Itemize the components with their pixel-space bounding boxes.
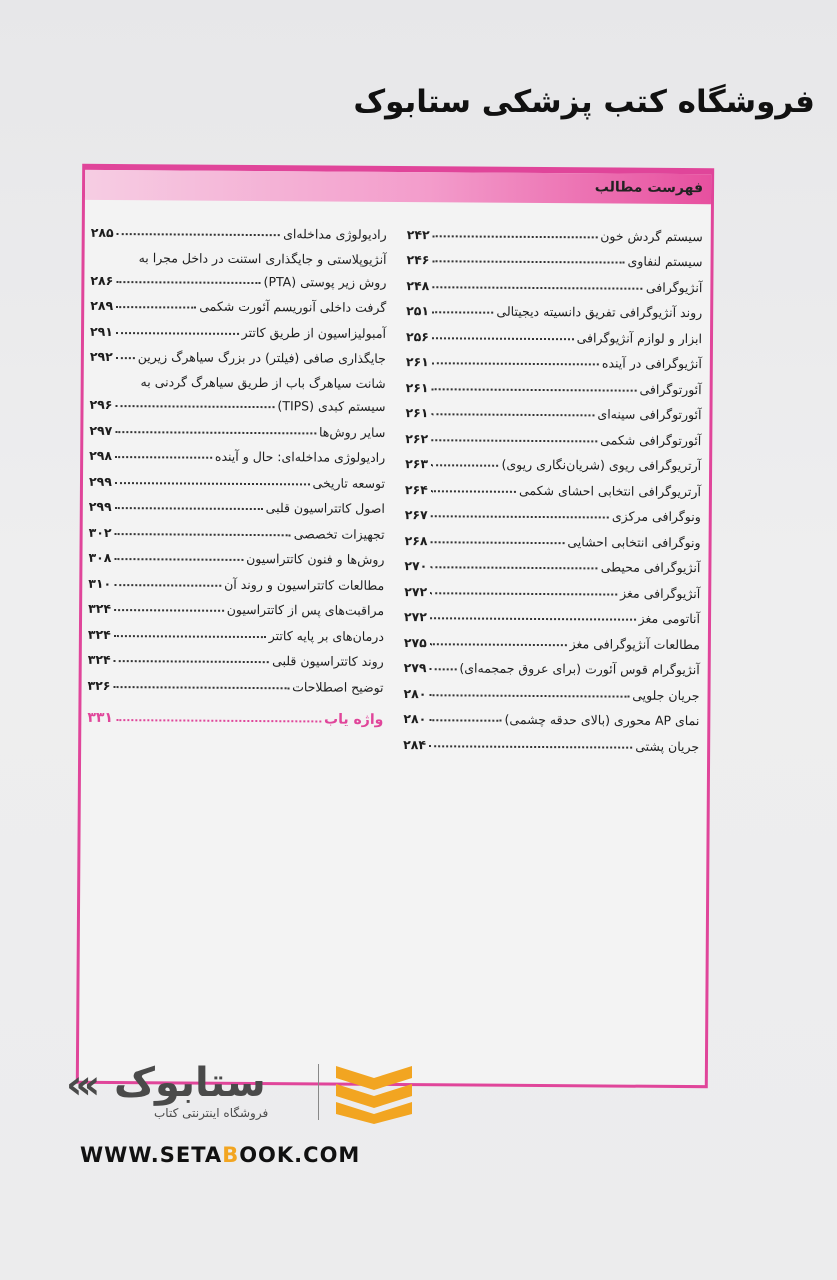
dot-leader [431,515,609,518]
toc-entry-page: ۳۲۶ [87,677,111,693]
toc-entry-title: سیستم گردش خون [600,227,703,244]
dot-leader [432,311,493,313]
index-entry-page: ۳۳۱ [87,709,114,727]
dot-leader [115,533,291,536]
toc-entry-title: رادیولوژی مداخله‌ای [283,225,387,242]
website-url[interactable] [80,1143,360,1167]
toc-entry-title: گرفت داخلی آنوریسم آئورت شکمی [199,298,387,315]
dot-leader [115,431,316,434]
toc-entry-page: ۲۹۱ [90,323,113,339]
toc-entry-title: آمبولیزاسیون از طریق کاتتر [241,324,387,341]
toc-entry-title: جریان جلویی [632,687,700,703]
toc-entry-page: ۲۵۶ [405,328,429,344]
setabook-logo [66,1058,366,1128]
toc-entry-page: ۲۶۴ [404,481,428,497]
toc-entry-title: آرتریوگرافی ریوی (شریان‌نگاری ریوی) [501,456,702,474]
toc-entry-title: آنژیوگرافی در آینده [601,355,702,372]
toc-entry [89,437,385,465]
toc-entry [404,548,700,576]
dot-leader [114,584,221,587]
toc-entry-page: ۲۷۵ [403,634,427,650]
toc-entry-page: ۲۷۲ [404,609,428,625]
book-stack-icon [334,1064,414,1124]
toc-entry-page: ۲۵۱ [406,303,430,319]
toc-entry-title: مطالعات کاتتراسیون و روند آن [224,576,385,593]
toc-entry [403,675,699,703]
toc-entry-page: ۲۷۹ [403,660,427,676]
toc-entry-title: توسعه تاریخی [312,474,386,491]
toc-entry [404,624,700,652]
toc-entry [404,573,700,601]
toc-entry [89,364,385,414]
toc-entry-title: ونوگرافی انتخابی احشایی [567,533,701,550]
toc-entry-title-line1: شانت سیاهرگ باب از طریق سیاهرگ گردنی به [140,374,386,391]
toc-entry [90,287,386,315]
toc-entry [405,497,701,525]
toc-entry-page: ۲۶۳ [405,456,429,472]
toc-entry [406,344,702,372]
dot-leader [116,306,196,309]
toc-entry-page: ۲۶۱ [405,379,429,395]
toc-entry-page: ۳۲۴ [87,626,111,642]
url-suffix: OOK.COM [239,1143,361,1167]
toc-entry [405,395,701,423]
toc-entry-title: آئورتوگرافی شکمی [600,431,702,448]
url-accent-letter: B [222,1143,240,1167]
dot-leader [431,490,516,493]
toc-index-entry [87,700,383,728]
toc-entry [406,293,702,321]
dot-leader [115,507,263,510]
dot-leader [430,617,636,620]
toc-entry-page: ۲۶۱ [405,354,429,370]
logo-subtitle: فروشگاه اینترنتی کتاب [154,1106,269,1120]
dot-leader [431,464,499,466]
toc-entry-title: آنژیوگرافی مغز [620,585,701,601]
toc-entry [88,616,384,644]
toc-entry-title: درمان‌های بر پایه کاتتر [268,627,384,644]
toc-entry [404,650,700,678]
toc-entry [406,318,702,346]
toc-entry-title: روند کاتتراسیون قلبی [272,653,384,669]
toc-entry-title: آئورتوگرافی سینه‌ای [597,406,702,423]
toc-entry-page: ۲۸۰ [403,685,427,701]
dot-leader [431,439,597,442]
toc-entry-page: ۲۸۶ [90,272,114,288]
toc-entry-page: ۲۹۷ [89,422,113,438]
dot-leader [430,668,457,670]
toc-entry [88,667,384,695]
toc-right-column [403,216,703,754]
dot-leader [430,643,567,646]
toc-header-bar [85,170,711,204]
chevrons-icon: «‹ [66,1062,93,1108]
dot-leader [432,337,574,340]
dot-leader [430,566,597,569]
url-prefix: WWW.SETA [80,1143,223,1167]
toc-entry-title: روند آنژیوگرافی تفریق دانسیته دیجیتالی [496,303,703,321]
dot-leader [115,456,212,459]
toc-entry-page: ۳۱۰ [88,575,112,591]
dot-leader [114,660,269,663]
dot-leader [429,694,629,697]
toc-entry [407,242,703,270]
dot-leader [117,233,280,236]
toc-entry [405,446,701,474]
logo-wordmark: ستابوک [114,1060,266,1106]
dot-leader [432,286,643,289]
dot-leader [430,592,617,595]
toc-entry [403,726,699,754]
toc-entry-title-line1: آنژیوپلاستی و جایگذاری استنت در داخل مجرا به [138,249,387,267]
toc-entry [91,214,387,242]
toc-entry [406,267,702,295]
toc-left-column [87,214,387,728]
toc-entry-title: تجهیزات تخصصی [293,525,385,542]
dot-leader [116,719,321,722]
toc-entry-title: آنژیوگرافی [645,279,703,295]
toc-entry-title: آنژیوگرافی محیطی [600,559,701,576]
toc-entry-page: ۳۲۴ [87,651,111,668]
toc-title: فهرست مطالب [594,179,704,197]
toc-entry-page: ۳۲۴ [88,600,112,617]
toc-entry [88,539,384,567]
dot-leader [433,235,598,238]
toc-entry [89,412,385,440]
logo-divider [318,1064,319,1120]
toc-entry [405,522,701,550]
dot-leader [432,362,599,365]
toc-entry-title: جایگذاری صافی (فیلتر) در بزرگ سیاهرگ زیرین [137,349,386,366]
toc-entry [89,514,385,542]
dot-leader [116,281,260,284]
toc-entry-title: جریان پشتی [635,738,700,754]
toc-entry [407,216,703,244]
toc-entry [405,471,701,499]
toc-entry-title: نمای AP محوری (بالای حدقه چشمی) [504,711,700,729]
toc-entry-page: ۳۰۸ [88,549,112,566]
dot-leader [113,686,289,689]
toc-entry-title: آناتومی مغز [638,610,701,627]
toc-entry-page: ۲۷۰ [404,558,428,574]
toc-entry [90,239,386,289]
toc-entry-page: ۲۶۷ [404,507,428,523]
toc-entry-title: مطالعات آنژیوگرافی مغز [569,635,700,652]
toc-entry-page: ۲۴۸ [406,277,430,293]
toc-entry [403,701,699,729]
toc-entry-page: ۲۴۲ [406,226,430,242]
toc-entry [405,420,701,448]
toc-entry [90,313,386,341]
toc-entry [88,641,384,669]
dot-leader [114,609,224,612]
toc-entry-page: ۲۷۲ [404,583,428,599]
toc-entry-page: ۲۹۲ [89,348,113,365]
toc-entry [406,369,702,397]
toc-entry [88,590,384,618]
toc-entry [88,565,384,593]
toc-entry-title: رادیولوژی مداخله‌ای: حال و آینده [214,448,386,465]
toc-entry-page: ۲۹۹ [88,498,112,515]
toc-entry-page: ۲۶۲ [405,430,429,446]
dot-leader [430,541,564,544]
dot-leader [114,558,243,561]
toc-entry-title: توضیح اصطلاحات [292,678,384,695]
toc-entry-page: ۲۶۱ [405,405,429,421]
dot-leader [432,388,637,391]
toc-entry [90,338,386,366]
toc-entry-title: ونوگرافی مرکزی [611,508,701,525]
toc-entry-page: ۲۹۶ [89,396,113,413]
dot-leader [431,413,594,416]
toc-entry-title: روش زیر پوستی (PTA) [263,273,387,290]
dot-leader [116,357,135,359]
toc-entry [404,599,700,627]
toc-entry-page: ۲۸۰ [403,711,427,727]
toc-entry [89,488,385,516]
toc-entry [89,463,385,491]
toc-entry-title: سایر روش‌ها [318,423,386,440]
toc-entry-page: ۲۹۸ [89,447,113,464]
toc-entry-page: ۲۴۶ [406,252,430,268]
toc-entry-page: ۲۸۴ [403,736,427,752]
toc-entry-title: آئورتوگرافی [639,381,702,397]
dot-leader [429,719,501,722]
toc-entry-title: آنژیوگرام قوس آئورت (برای عروق جمجمه‌ای) [459,660,700,678]
toc-entry-page: ۲۸۹ [90,297,114,314]
toc-entry-title: اصول کاتتراسیون قلبی [265,500,385,516]
index-entry-title: واژه یاب [324,711,384,728]
dot-leader [115,482,310,485]
dot-leader [116,332,239,335]
store-title: فروشگاه کتب پزشکی ستابوک [353,84,815,120]
toc-entry-page: ۲۹۹ [88,473,112,489]
dot-leader [429,745,632,748]
dot-leader [114,635,266,638]
toc-entry-title: آرتریوگرافی انتخابی احشای شکمی [518,482,702,499]
dot-leader [115,405,274,408]
toc-entry-page: ۳۰۲ [88,524,112,540]
toc-entry-page: ۲۸۵ [90,224,114,240]
toc-entry-title: سیستم کبدی (TIPS) [277,398,386,414]
toc-entry-title: مراقبت‌های پس از کاتتراسیون [226,601,385,618]
table-of-contents [76,164,714,1088]
dot-leader [432,260,624,263]
toc-entry-title: ابزار و لوازم آنژیوگرافی [576,329,703,346]
toc-entry-page: ۲۶۸ [404,532,428,548]
toc-entry-title: سیستم لنفاوی [627,253,703,270]
toc-entry-title: روش‌ها و فنون کاتتراسیون [246,550,385,567]
